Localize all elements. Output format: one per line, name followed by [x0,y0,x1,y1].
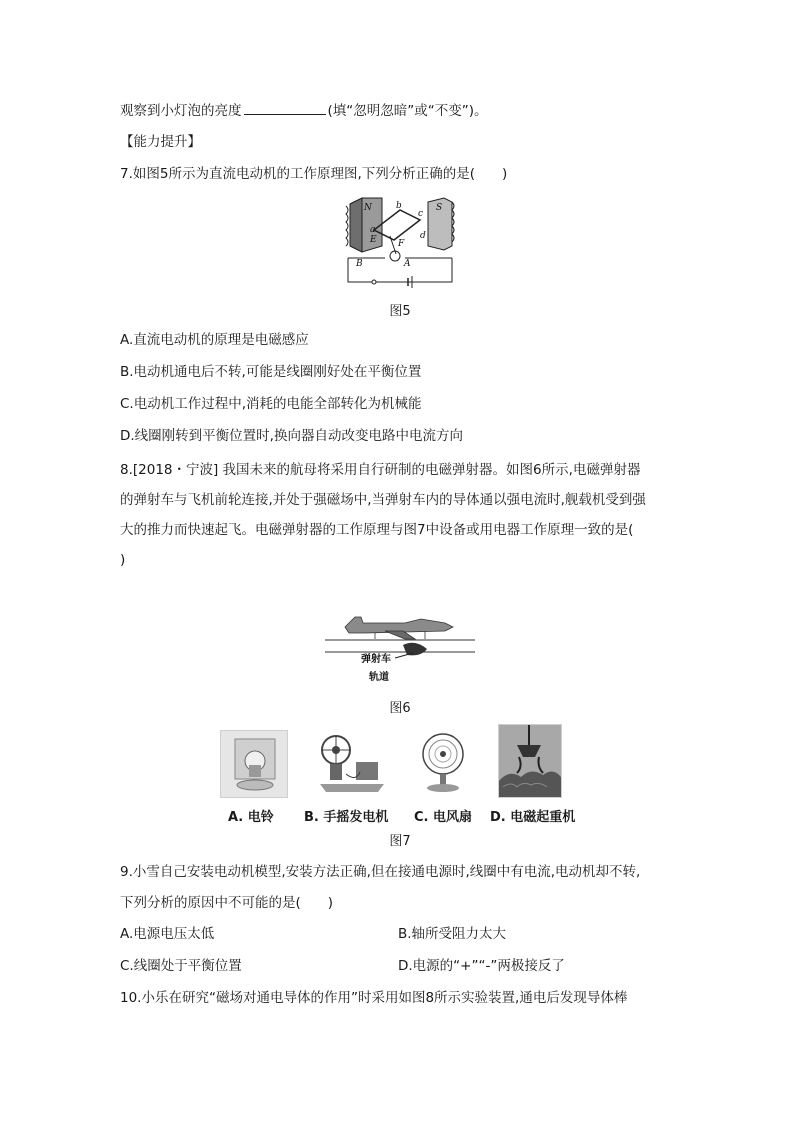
label-d: d [420,231,426,241]
fig7-label-d: D. 电磁起重机 [490,810,576,825]
answer-blank[interactable] [244,100,326,115]
q7-option-d: D.线圈刚转到平衡位置时,换向器自动改变电路中电流方向 [120,428,463,444]
fig7-label-b: B. 手摇发电机 [304,810,389,825]
label-aa: A [404,259,411,269]
section-heading: 【能力提升】 [120,134,201,150]
question-8-line-2: 的弹射车与飞机前轮连接,并处于强磁场中,当弹射车内的导体通以强电流时,舰载机受到强 [120,492,646,508]
label-s: S [436,203,443,213]
motor-diagram [340,196,460,292]
jet-catapult-figure [325,605,475,685]
q9-option-c: C.线圈处于平衡位置 [120,958,242,974]
q9-option-d: D.电源的“+”“-”两极接反了 [398,958,565,974]
label-f: F [398,239,405,249]
label-b: b [396,201,402,211]
q9-option-a: A.电源电压太低 [120,926,215,942]
question-8-line-4: ) [120,552,126,568]
label-bb: B [356,259,363,269]
label-e: E [370,235,377,245]
question-8-line-3: 大的推力而快速起飞。电磁弹射器的工作原理与图7中设备或用电器工作原理一致的是( [120,522,634,538]
question-8-line-1: 8.[2018・宁波] 我国未来的航母将采用自行研制的电磁弹射器。如图6所示,电磁弹射器 [120,462,641,478]
photo-hand-generator [316,730,388,796]
question-9-line-1: 9.小雪自己安装电动机模型,安装方法正确,但在接通电源时,线圈中有电流,电动机却不转, [120,864,641,880]
figure-7-caption: 图7 [389,834,411,849]
label-c: c [418,209,424,219]
photo-electric-fan [410,730,476,796]
question-9-line-2: 下列分析的原因中不可能的是( ) [120,895,334,911]
track-label: 轨道 [369,672,389,683]
cart-label: 弹射车 [361,654,391,665]
question-7: 7.如图5所示为直流电动机的工作原理图,下列分析正确的是( ) [120,166,508,182]
fig7-label-c: C. 电风扇 [414,810,473,825]
q7-option-b: B.电动机通电后不转,可能是线圈刚好处在平衡位置 [120,364,422,380]
line-text: (填“忽明忽暗”或“不变”)。 [327,103,488,119]
line-text: 观察到小灯泡的亮度 [120,103,242,119]
figure-6-caption: 图6 [389,701,411,716]
label-a: a [370,225,376,235]
q7-option-c: C.电动机工作过程中,消耗的电能全部转化为机械能 [120,396,422,412]
q7-option-a: A.直流电动机的原理是电磁感应 [120,332,309,348]
fig7-label-a: A. 电铃 [228,810,274,825]
label-n: N [364,203,372,213]
q9-option-b: B.轴所受阻力太大 [398,926,507,942]
question-10: 10.小乐在研究“磁场对通电导体的作用”时采用如图8所示实验装置,通电后发现导体棒 [120,990,628,1006]
photo-electromagnetic-crane [498,724,562,798]
photo-electric-bell [220,730,288,798]
fill-in-line [120,100,488,121]
figure-5-caption: 图5 [389,304,411,319]
